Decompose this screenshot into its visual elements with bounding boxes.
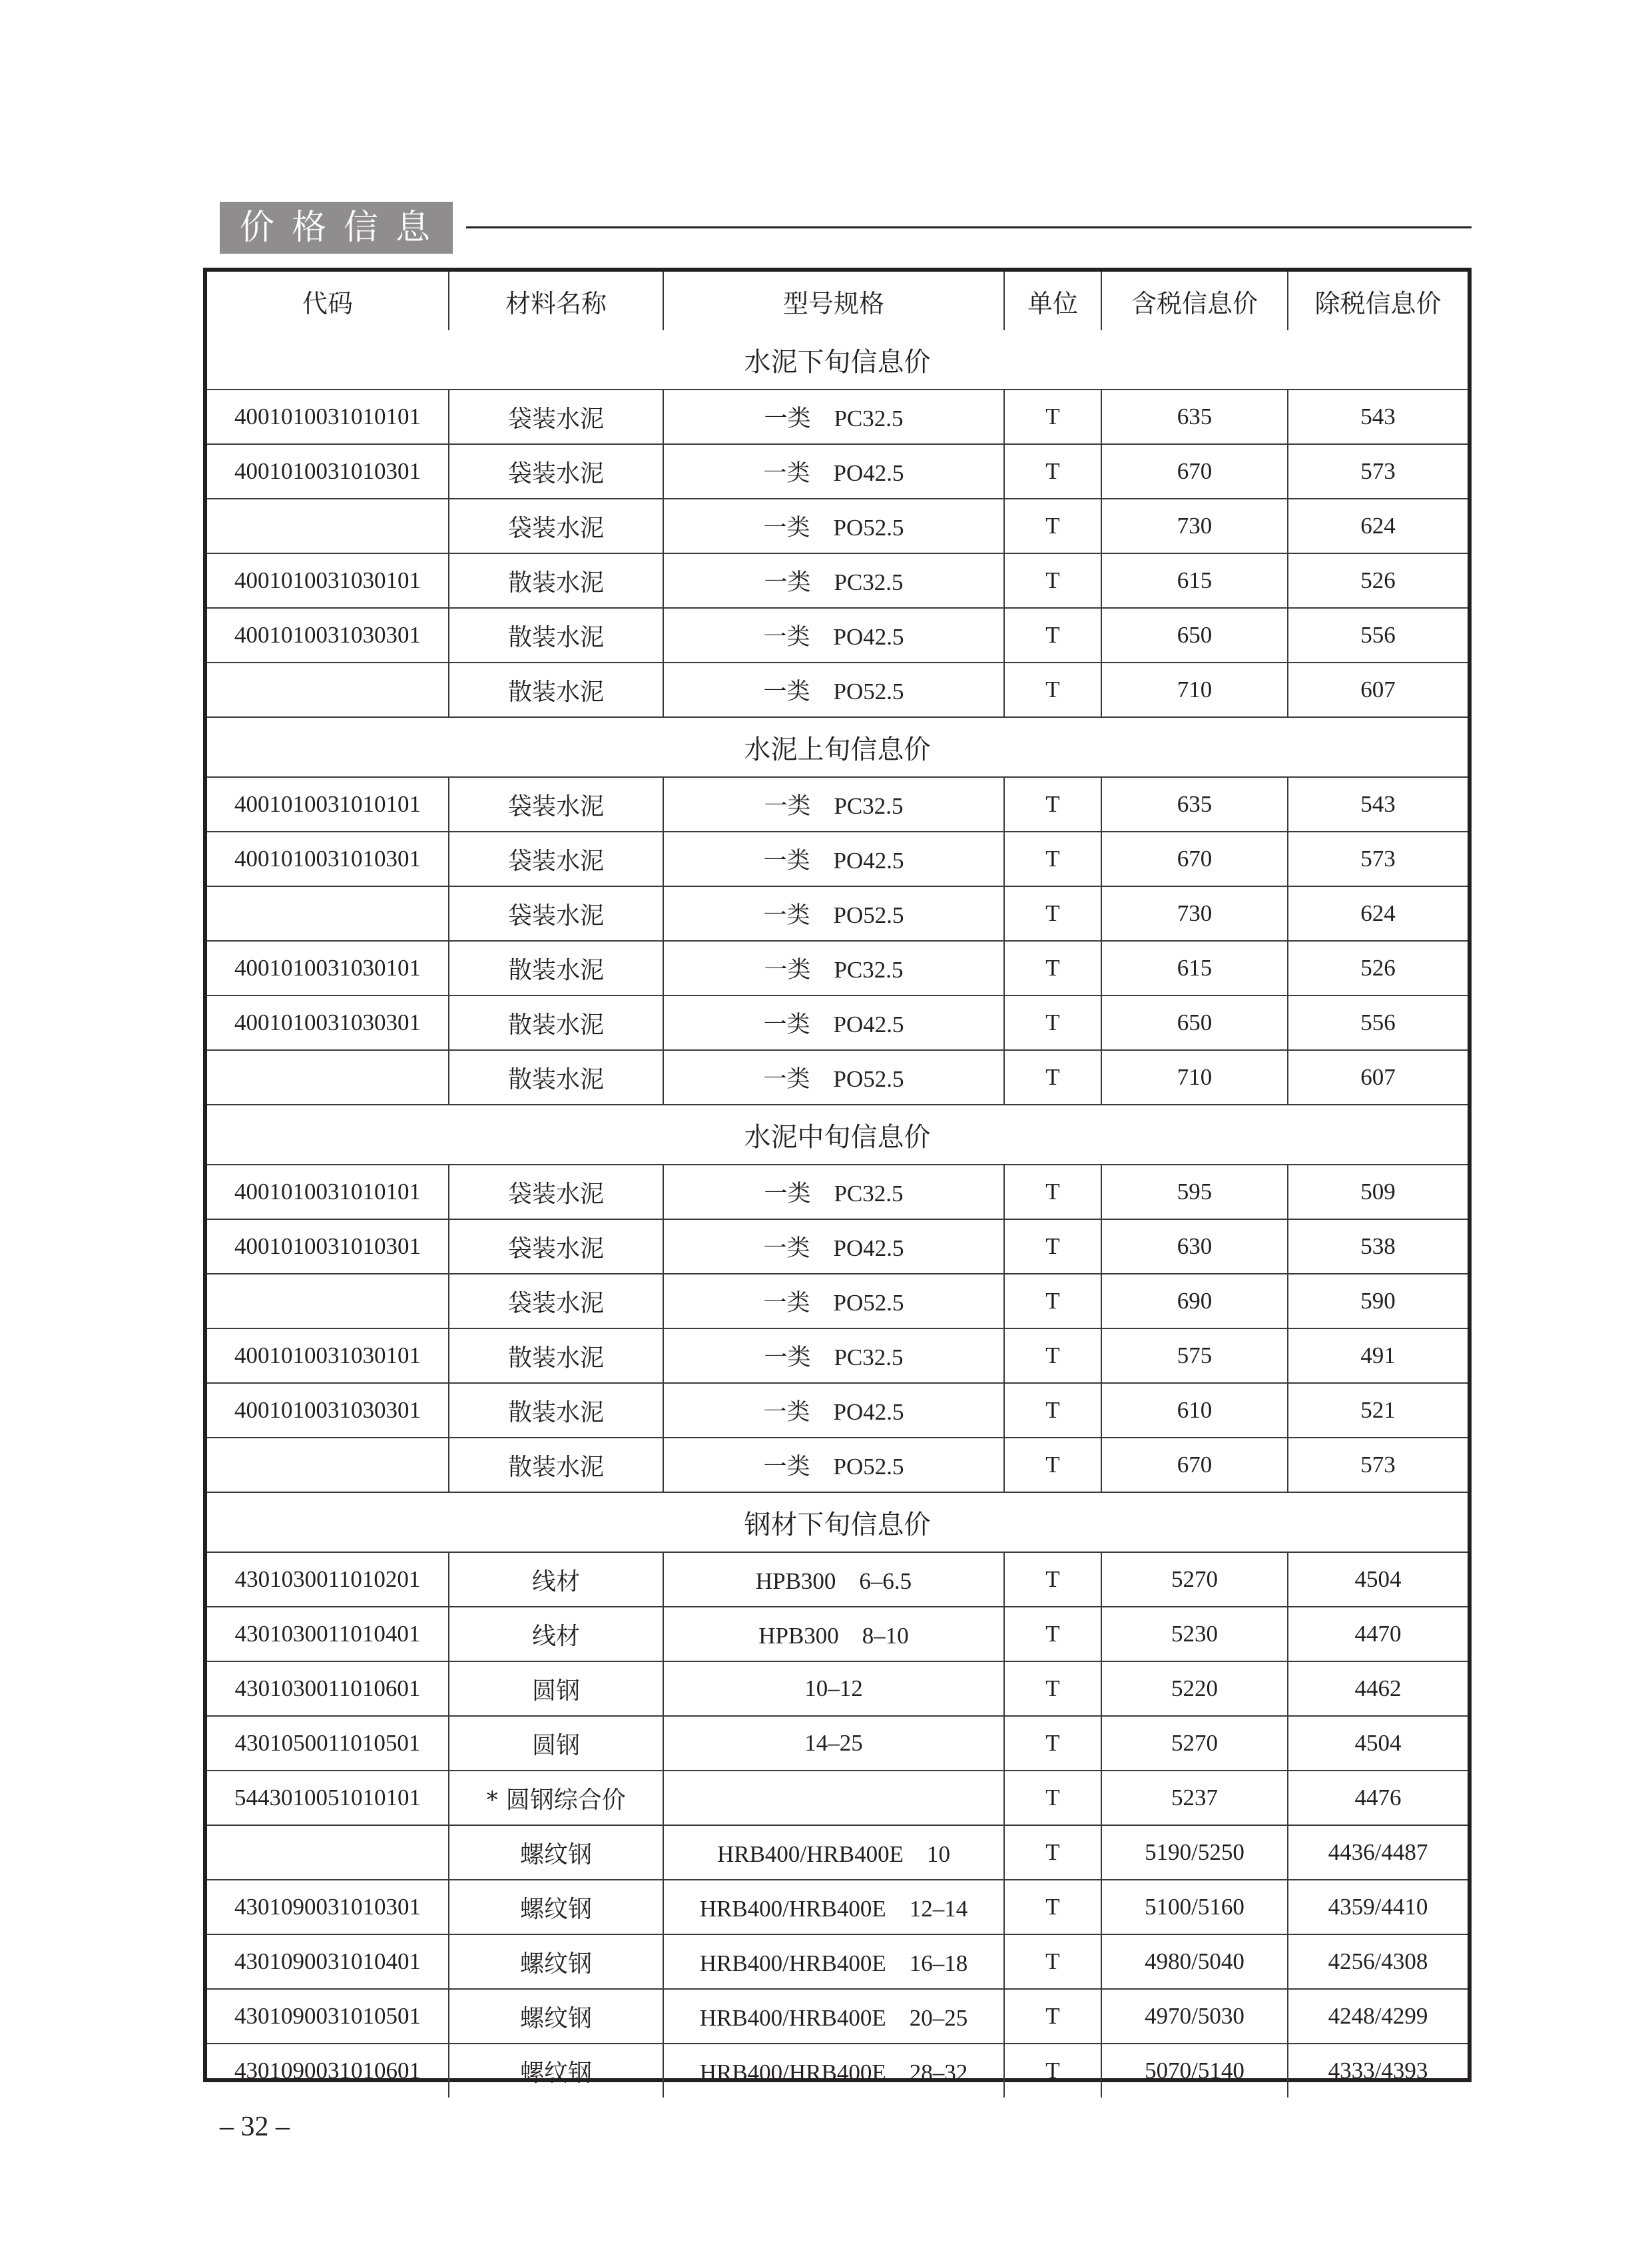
cell-spec: 一类 PO52.5 xyxy=(663,1274,1004,1328)
cell-spec: 一类 PO42.5 xyxy=(663,832,1004,886)
cell-unit: T xyxy=(1004,1219,1101,1274)
cell-unit: T xyxy=(1004,1607,1101,1661)
cell-notax-price: 543 xyxy=(1288,390,1468,444)
cell-notax-price: 624 xyxy=(1288,499,1468,553)
cell-tax-price: 615 xyxy=(1101,941,1288,995)
cell-material-name: 螺纹钢 xyxy=(449,1880,663,1934)
cell-tax-price: 630 xyxy=(1101,1219,1288,1274)
cell-notax-price: 4476 xyxy=(1288,1771,1468,1825)
cell-material-name: 线材 xyxy=(449,1552,663,1607)
table-row xyxy=(207,1880,1468,1934)
cell-spec: 一类 PO42.5 xyxy=(663,608,1004,663)
table-row xyxy=(207,941,1468,995)
cell-material-name: 线材 xyxy=(449,1607,663,1661)
cell-unit: T xyxy=(1004,1050,1101,1105)
cell-unit: T xyxy=(1004,608,1101,663)
cell-code xyxy=(207,1274,449,1328)
section-row xyxy=(207,717,1468,777)
table-row xyxy=(207,2044,1468,2098)
cell-code: 4001010031030301 xyxy=(207,608,449,663)
cell-tax-price: 4980/5040 xyxy=(1101,1934,1288,1989)
cell-notax-price: 556 xyxy=(1288,995,1468,1050)
cell-unit: T xyxy=(1004,1383,1101,1438)
cell-notax-price: 4504 xyxy=(1288,1552,1468,1607)
table-row xyxy=(207,663,1468,717)
table-row xyxy=(207,1274,1468,1328)
cell-material-name: 散装水泥 xyxy=(449,995,663,1050)
table-header-row xyxy=(207,272,1468,330)
table-row xyxy=(207,1989,1468,2044)
cell-tax-price: 650 xyxy=(1101,608,1288,663)
section-row xyxy=(207,330,1468,390)
cell-code: 4001010031030301 xyxy=(207,995,449,1050)
cell-tax-price: 5270 xyxy=(1101,1552,1288,1607)
cell-spec: 一类 PO42.5 xyxy=(663,1219,1004,1274)
cell-material-name: 散装水泥 xyxy=(449,663,663,717)
table-row xyxy=(207,832,1468,886)
cell-tax-price: 670 xyxy=(1101,832,1288,886)
cell-notax-price: 4462 xyxy=(1288,1661,1468,1716)
cell-notax-price: 526 xyxy=(1288,941,1468,995)
column-header-notax-price: 除税信息价 xyxy=(1288,272,1468,330)
cell-tax-price: 5220 xyxy=(1101,1661,1288,1716)
cell-notax-price: 590 xyxy=(1288,1274,1468,1328)
cell-unit: T xyxy=(1004,1934,1101,1989)
cell-notax-price: 4504 xyxy=(1288,1716,1468,1771)
cell-unit: T xyxy=(1004,886,1101,941)
cell-tax-price: 670 xyxy=(1101,1438,1288,1492)
cell-material-name: 袋装水泥 xyxy=(449,390,663,444)
cell-tax-price: 5237 xyxy=(1101,1771,1288,1825)
cell-spec: 一类 PC32.5 xyxy=(663,553,1004,608)
cell-code: 4301090031010601 xyxy=(207,2044,449,2098)
cell-tax-price: 615 xyxy=(1101,553,1288,608)
table-row xyxy=(207,1552,1468,1607)
column-header-unit: 单位 xyxy=(1004,272,1101,330)
cell-code: 4301050011010501 xyxy=(207,1716,449,1771)
section-row xyxy=(207,1492,1468,1552)
cell-tax-price: 595 xyxy=(1101,1165,1288,1219)
table-row xyxy=(207,1383,1468,1438)
cell-tax-price: 5190/5250 xyxy=(1101,1825,1288,1880)
cell-tax-price: 730 xyxy=(1101,886,1288,941)
cell-unit: T xyxy=(1004,777,1101,832)
cell-unit: T xyxy=(1004,1165,1101,1219)
cell-notax-price: 509 xyxy=(1288,1165,1468,1219)
header-rule xyxy=(466,226,1472,228)
cell-code xyxy=(207,1050,449,1105)
cell-tax-price: 635 xyxy=(1101,777,1288,832)
cell-code: 4001010031010101 xyxy=(207,390,449,444)
cell-tax-price: 730 xyxy=(1101,499,1288,553)
cell-unit: T xyxy=(1004,1771,1101,1825)
cell-notax-price: 4436/4487 xyxy=(1288,1825,1468,1880)
cell-spec: HRB400/HRB400E 12–14 xyxy=(663,1880,1004,1934)
cell-code xyxy=(207,1438,449,1492)
cell-code: 4001010031010101 xyxy=(207,1165,449,1219)
cell-notax-price: 556 xyxy=(1288,608,1468,663)
cell-unit: T xyxy=(1004,390,1101,444)
section-title: 水泥上旬信息价 xyxy=(207,717,1468,777)
table-row xyxy=(207,608,1468,663)
cell-material-name: 袋装水泥 xyxy=(449,444,663,499)
cell-tax-price: 575 xyxy=(1101,1328,1288,1383)
cell-unit: T xyxy=(1004,499,1101,553)
column-header-code: 代码 xyxy=(207,272,449,330)
cell-material-name: 散装水泥 xyxy=(449,1383,663,1438)
cell-tax-price: 5070/5140 xyxy=(1101,2044,1288,2098)
cell-spec: 14–25 xyxy=(663,1716,1004,1771)
cell-code xyxy=(207,499,449,553)
cell-spec xyxy=(663,1771,1004,1825)
cell-notax-price: 573 xyxy=(1288,832,1468,886)
cell-tax-price: 5270 xyxy=(1101,1716,1288,1771)
cell-material-name: 螺纹钢 xyxy=(449,1989,663,2044)
cell-code: 4001010031030101 xyxy=(207,941,449,995)
cell-tax-price: 5100/5160 xyxy=(1101,1880,1288,1934)
table-body xyxy=(207,330,1468,2098)
cell-tax-price: 4970/5030 xyxy=(1101,1989,1288,2044)
cell-spec: 一类 PO52.5 xyxy=(663,1050,1004,1105)
cell-code: 4001010031010301 xyxy=(207,832,449,886)
cell-notax-price: 4359/4410 xyxy=(1288,1880,1468,1934)
cell-notax-price: 4470 xyxy=(1288,1607,1468,1661)
cell-material-name: 袋装水泥 xyxy=(449,1165,663,1219)
cell-unit: T xyxy=(1004,1825,1101,1880)
cell-spec: 一类 PO42.5 xyxy=(663,995,1004,1050)
cell-spec: HRB400/HRB400E 10 xyxy=(663,1825,1004,1880)
cell-notax-price: 521 xyxy=(1288,1383,1468,1438)
cell-spec: 一类 PC32.5 xyxy=(663,1328,1004,1383)
cell-spec: 一类 PO42.5 xyxy=(663,1383,1004,1438)
cell-code: 4301090031010501 xyxy=(207,1989,449,2044)
cell-material-name: 散装水泥 xyxy=(449,1050,663,1105)
cell-tax-price: 690 xyxy=(1101,1274,1288,1328)
cell-unit: T xyxy=(1004,1328,1101,1383)
table-row xyxy=(207,1050,1468,1105)
cell-unit: T xyxy=(1004,553,1101,608)
cell-code: 4001010031010101 xyxy=(207,777,449,832)
cell-notax-price: 4256/4308 xyxy=(1288,1934,1468,1989)
cell-code: 4001010031010301 xyxy=(207,1219,449,1274)
cell-spec: 一类 PO52.5 xyxy=(663,663,1004,717)
page-number: – 32 – xyxy=(220,2112,290,2142)
table-row xyxy=(207,1328,1468,1383)
cell-material-name: 袋装水泥 xyxy=(449,777,663,832)
section-row xyxy=(207,1105,1468,1165)
table-row xyxy=(207,1219,1468,1274)
cell-spec: 一类 PC32.5 xyxy=(663,941,1004,995)
cell-notax-price: 543 xyxy=(1288,777,1468,832)
cell-material-name: 袋装水泥 xyxy=(449,886,663,941)
cell-material-name: 散装水泥 xyxy=(449,553,663,608)
cell-unit: T xyxy=(1004,1989,1101,2044)
cell-spec: HRB400/HRB400E 16–18 xyxy=(663,1934,1004,1989)
cell-unit: T xyxy=(1004,663,1101,717)
cell-notax-price: 4248/4299 xyxy=(1288,1989,1468,2044)
cell-code: 4001010031030301 xyxy=(207,1383,449,1438)
cell-code xyxy=(207,886,449,941)
table-row xyxy=(207,1438,1468,1492)
table-row xyxy=(207,499,1468,553)
cell-spec: 一类 PO52.5 xyxy=(663,886,1004,941)
section-title: 钢材下旬信息价 xyxy=(207,1492,1468,1552)
cell-notax-price: 526 xyxy=(1288,553,1468,608)
cell-unit: T xyxy=(1004,941,1101,995)
cell-code xyxy=(207,663,449,717)
cell-material-name: 袋装水泥 xyxy=(449,832,663,886)
cell-unit: T xyxy=(1004,995,1101,1050)
cell-unit: T xyxy=(1004,1880,1101,1934)
cell-material-name: 螺纹钢 xyxy=(449,2044,663,2098)
cell-tax-price: 710 xyxy=(1101,1050,1288,1105)
cell-spec: 一类 PC32.5 xyxy=(663,390,1004,444)
cell-spec: 一类 PC32.5 xyxy=(663,777,1004,832)
cell-material-name: 圆钢 xyxy=(449,1661,663,1716)
cell-material-name: 袋装水泥 xyxy=(449,1274,663,1328)
cell-tax-price: 5230 xyxy=(1101,1607,1288,1661)
cell-material-name: 螺纹钢 xyxy=(449,1825,663,1880)
cell-notax-price: 607 xyxy=(1288,663,1468,717)
cell-code xyxy=(207,1825,449,1880)
cell-material-name: 散装水泥 xyxy=(449,1438,663,1492)
cell-spec: 一类 PC32.5 xyxy=(663,1165,1004,1219)
cell-code: 4301090031010401 xyxy=(207,1934,449,1989)
cell-material-name: 圆钢 xyxy=(449,1716,663,1771)
table-row xyxy=(207,1771,1468,1825)
cell-unit: T xyxy=(1004,1661,1101,1716)
table-row xyxy=(207,1165,1468,1219)
cell-material-name: 散装水泥 xyxy=(449,608,663,663)
column-header-spec: 型号规格 xyxy=(663,272,1004,330)
column-header-name: 材料名称 xyxy=(449,272,663,330)
table-row xyxy=(207,1825,1468,1880)
cell-notax-price: 4333/4393 xyxy=(1288,2044,1468,2098)
cell-code: 4001010031030101 xyxy=(207,553,449,608)
cell-tax-price: 650 xyxy=(1101,995,1288,1050)
price-table-frame xyxy=(203,268,1472,2087)
table-row xyxy=(207,390,1468,444)
cell-code: 5443010051010101 xyxy=(207,1771,449,1825)
cell-code: 4001010031010301 xyxy=(207,444,449,499)
cell-material-name: 螺纹钢 xyxy=(449,1934,663,1989)
table-row xyxy=(207,444,1468,499)
cell-code: 4301030011010601 xyxy=(207,1661,449,1716)
cell-spec: 一类 PO42.5 xyxy=(663,444,1004,499)
cell-notax-price: 573 xyxy=(1288,1438,1468,1492)
cell-code: 4301090031010301 xyxy=(207,1880,449,1934)
cell-spec: HPB300 8–10 xyxy=(663,1607,1004,1661)
cell-tax-price: 670 xyxy=(1101,444,1288,499)
cell-material-name: 散装水泥 xyxy=(449,941,663,995)
cell-unit: T xyxy=(1004,832,1101,886)
cell-unit: T xyxy=(1004,444,1101,499)
cell-unit: T xyxy=(1004,1552,1101,1607)
cell-unit: T xyxy=(1004,1274,1101,1328)
column-header-tax-price: 含税信息价 xyxy=(1101,272,1288,330)
cell-code: 4001010031030101 xyxy=(207,1328,449,1383)
section-header-title: 价格信息 xyxy=(220,202,453,254)
price-table xyxy=(207,272,1468,2098)
cell-notax-price: 573 xyxy=(1288,444,1468,499)
cell-spec: 一类 PO52.5 xyxy=(663,499,1004,553)
table-row xyxy=(207,886,1468,941)
cell-material-name: 袋装水泥 xyxy=(449,499,663,553)
cell-material-name: 散装水泥 xyxy=(449,1328,663,1383)
table-row xyxy=(207,1934,1468,1989)
cell-spec: 10–12 xyxy=(663,1661,1004,1716)
cell-tax-price: 710 xyxy=(1101,663,1288,717)
cell-tax-price: 635 xyxy=(1101,390,1288,444)
cell-material-name: * 圆钢综合价 xyxy=(449,1771,663,1825)
cell-spec: HPB300 6–6.5 xyxy=(663,1552,1004,1607)
cell-code: 4301030011010401 xyxy=(207,1607,449,1661)
cell-notax-price: 491 xyxy=(1288,1328,1468,1383)
table-row xyxy=(207,1716,1468,1771)
table-row xyxy=(207,777,1468,832)
cell-notax-price: 607 xyxy=(1288,1050,1468,1105)
cell-notax-price: 624 xyxy=(1288,886,1468,941)
table-row xyxy=(207,995,1468,1050)
cell-unit: T xyxy=(1004,1716,1101,1771)
cell-notax-price: 538 xyxy=(1288,1219,1468,1274)
cell-spec: 一类 PO52.5 xyxy=(663,1438,1004,1492)
cell-spec: HRB400/HRB400E 28–32 xyxy=(663,2044,1004,2098)
cell-unit: T xyxy=(1004,1438,1101,1492)
section-title: 水泥下旬信息价 xyxy=(207,330,1468,390)
section-title: 水泥中旬信息价 xyxy=(207,1105,1468,1165)
cell-unit: T xyxy=(1004,2044,1101,2098)
table-row xyxy=(207,1607,1468,1661)
table-row xyxy=(207,553,1468,608)
cell-material-name: 袋装水泥 xyxy=(449,1219,663,1274)
table-row xyxy=(207,1661,1468,1716)
cell-spec: HRB400/HRB400E 20–25 xyxy=(663,1989,1004,2044)
cell-code: 4301030011010201 xyxy=(207,1552,449,1607)
cell-tax-price: 610 xyxy=(1101,1383,1288,1438)
